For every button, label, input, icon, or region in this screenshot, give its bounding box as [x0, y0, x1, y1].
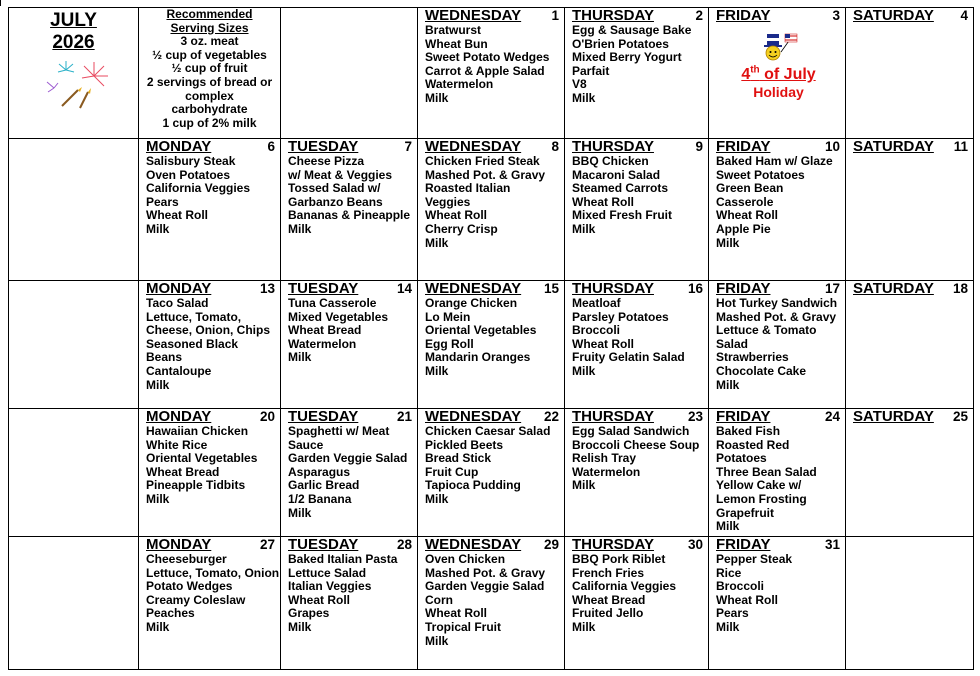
menu-item: Roasted Italian — [425, 181, 511, 196]
menu-item: Beans — [146, 350, 183, 365]
menu-item: Broccoli Cheese Soup — [572, 437, 700, 452]
menu-item: Sweet Potato Wedges — [425, 50, 550, 65]
menu-item: Lo Mein — [425, 309, 471, 324]
menu-item: Bread Stick — [425, 451, 492, 466]
menu-item: Cheese, Onion, Chips — [146, 323, 271, 338]
menu-item: Milk — [146, 221, 170, 236]
menu-item: Corn — [425, 592, 453, 607]
menu-item: Fruit Cup — [425, 464, 479, 479]
menu-item: Apple Pie — [716, 221, 771, 236]
menu-item: V8 — [572, 77, 587, 92]
day-number: 21 — [396, 409, 412, 424]
day-number: 27 — [259, 537, 275, 552]
menu-item: Parsley Potatoes — [572, 309, 669, 324]
day-cell-friday — [709, 537, 846, 670]
menu-item: Baked Italian Pasta — [288, 552, 398, 566]
day-name: TUESDAY — [288, 138, 359, 155]
menu-item: Milk — [572, 363, 596, 378]
day-number: 11 — [953, 139, 968, 154]
menu-item: Milk — [146, 377, 170, 392]
day-number: 16 — [687, 281, 703, 296]
week-row-2 — [9, 139, 974, 281]
menu-item: Milk — [288, 221, 312, 236]
menu-item: Egg Roll — [425, 336, 474, 351]
day-name: FRIDAY — [716, 408, 771, 425]
menu-item: Milk — [425, 90, 449, 105]
menu-item: 1/2 Banana — [288, 491, 352, 506]
menu-item: w/ Meat & Veggies — [288, 167, 393, 182]
blank-sunday-cell — [9, 537, 139, 670]
day-cell-thursday — [565, 537, 709, 670]
menu-item: Taco Salad — [146, 296, 209, 310]
day-cell-friday — [709, 281, 846, 409]
menu-item: Lemon Frosting — [716, 491, 807, 506]
menu-item: Creamy Coleslaw — [146, 592, 246, 607]
day-number: 28 — [396, 537, 412, 552]
menu-item: Italian Veggies — [288, 579, 372, 594]
day-number: 4 — [960, 8, 968, 23]
week-row-3 — [9, 281, 974, 409]
day-name: WEDNESDAY — [425, 408, 522, 425]
day-name: THURSDAY — [572, 536, 654, 553]
week-row-1 — [9, 8, 974, 139]
menu-item: Wheat Roll — [146, 208, 208, 223]
menu-item: Cheeseburger — [146, 552, 227, 566]
day-number: 30 — [687, 537, 703, 552]
blank-saturday-cell — [846, 537, 974, 670]
menu-item: Sweet Potatoes — [716, 167, 805, 182]
menu-item: Pepper Steak — [716, 552, 793, 566]
day-number: 29 — [543, 537, 559, 552]
menu-item: Cheese Pizza — [288, 154, 365, 168]
menu-item: Casserole — [716, 194, 774, 209]
day-name: FRIDAY — [716, 280, 771, 297]
menu-item: Lettuce, Tomato, Onion — [146, 565, 280, 580]
day-name: FRIDAY — [716, 138, 771, 155]
day-name: WEDNESDAY — [425, 138, 522, 155]
year-title: 2026 — [52, 32, 95, 53]
menu-item: Green Bean — [716, 181, 784, 196]
menu-item: Oven Potatoes — [146, 167, 231, 182]
menu-item: White Rice — [146, 437, 208, 452]
day-number: 10 — [824, 139, 840, 154]
day-name: THURSDAY — [572, 280, 654, 297]
menu-item: Pears — [716, 606, 749, 621]
day-cell-tuesday — [281, 537, 418, 670]
menu-item: Milk — [288, 350, 312, 365]
week-row-4 — [9, 409, 974, 537]
week-row-5 — [9, 537, 974, 670]
menu-item: Lettuce, Tomato, — [146, 309, 242, 324]
menu-item: Salisbury Steak — [146, 154, 236, 168]
menu-item: Carrot & Apple Salad — [425, 63, 545, 78]
menu-item: Orange Chicken — [425, 296, 518, 310]
fireworks-icon — [44, 58, 114, 110]
serving-sizes-cell — [139, 8, 281, 139]
day-number: 1 — [551, 8, 559, 23]
menu-item: Wheat Roll — [425, 208, 487, 223]
menu-item: Milk — [146, 619, 170, 634]
menu-item: Tossed Salad w/ — [288, 181, 381, 196]
day-number: 22 — [543, 409, 559, 424]
menu-item: Lettuce & Tomato — [716, 323, 817, 338]
day-cell-wednesday — [418, 139, 565, 281]
menu-item: Watermelon — [288, 336, 357, 351]
serving-line: complex — [185, 88, 234, 103]
menu-item: Sauce — [288, 437, 324, 452]
menu-item: Wheat Roll — [572, 336, 634, 351]
day-cell-saturday — [846, 281, 974, 409]
day-cell-saturday — [846, 409, 974, 537]
menu-item: Garbanzo Beans — [288, 194, 383, 209]
menu-item: Baked Ham w/ Glaze — [716, 154, 833, 168]
day-number: 17 — [824, 281, 840, 296]
menu-item: Garden Veggie Salad — [288, 451, 408, 466]
menu-item: Mixed Vegetables — [288, 309, 389, 324]
menu-item: Mixed Fresh Fruit — [572, 208, 673, 223]
day-name: MONDAY — [146, 536, 212, 553]
menu-item: Oven Chicken — [425, 552, 506, 566]
day-name: TUESDAY — [288, 536, 359, 553]
menu-item: Tapioca Pudding — [425, 478, 521, 493]
day-cell-friday — [709, 409, 846, 537]
day-number: 8 — [551, 139, 559, 154]
menu-item: Chicken Fried Steak — [425, 154, 540, 168]
menu-item: Rice — [716, 565, 742, 580]
menu-item: Milk — [572, 90, 596, 105]
day-name: MONDAY — [146, 408, 212, 425]
menu-item: Milk — [425, 491, 449, 506]
day-name: FRIDAY — [716, 7, 771, 24]
menu-item: Wheat Bread — [288, 323, 362, 338]
menu-item: Milk — [146, 491, 170, 506]
day-name: THURSDAY — [572, 408, 654, 425]
month-title: JULY — [50, 10, 97, 31]
day-number: 3 — [832, 8, 840, 23]
day-cell-wednesday — [418, 409, 565, 537]
day-number: 25 — [952, 409, 968, 424]
uncle-sam-hat-icon — [759, 32, 799, 62]
menu-item: Asparagus — [288, 464, 351, 479]
menu-item: Garden Veggie Salad — [425, 579, 545, 594]
menu-item: Chocolate Cake — [716, 363, 807, 378]
day-cell-monday — [139, 537, 281, 670]
menu-item: Baked Fish — [716, 424, 781, 438]
menu-item: Milk — [288, 505, 312, 520]
menu-item: Hawaiian Chicken — [146, 424, 249, 438]
menu-item: Mashed Pot. & Gravy — [716, 309, 837, 324]
day-number: 15 — [543, 281, 559, 296]
menu-item: Fruity Gelatin Salad — [572, 350, 685, 365]
menu-item: Milk — [572, 221, 596, 236]
serving-line: carbohydrate — [171, 102, 248, 117]
menu-item: Wheat Roll — [425, 606, 487, 621]
day-cell-monday — [139, 409, 281, 537]
menu-item: Relish Tray — [572, 451, 637, 466]
day-name: SATURDAY — [853, 280, 934, 297]
holiday-ordinal: 4 — [741, 66, 751, 83]
day-name: FRIDAY — [716, 536, 771, 553]
menu-item: Yellow Cake w/ — [716, 478, 802, 493]
day-cell-monday — [139, 281, 281, 409]
menu-item: Mixed Berry Yogurt — [572, 50, 682, 65]
day-cell-saturday — [846, 139, 974, 281]
day-cell-wednesday — [418, 537, 565, 670]
serving-title-1: Recommended — [166, 7, 253, 21]
empty-day-cell — [281, 8, 418, 139]
day-number: 31 — [824, 537, 840, 552]
month-title-cell — [9, 8, 139, 139]
menu-item: Tropical Fruit — [425, 619, 502, 634]
menu-item: Wheat Bread — [146, 464, 220, 479]
menu-item: Macaroni Salad — [572, 167, 661, 182]
menu-item: Tuna Casserole — [288, 296, 377, 310]
menu-item: Milk — [572, 478, 596, 493]
menu-item: Milk — [425, 235, 449, 250]
menu-item: Hot Turkey Sandwich — [716, 296, 838, 310]
day-number: 14 — [396, 281, 412, 296]
day-name: THURSDAY — [572, 138, 654, 155]
menu-item: Wheat Roll — [572, 194, 634, 209]
day-cell-friday-holiday — [709, 8, 846, 139]
menu-item: BBQ Pork Riblet — [572, 552, 666, 566]
holiday-ordinal-suffix: th — [750, 64, 760, 76]
page-corner-mark — [0, 0, 1, 6]
menu-item: Watermelon — [572, 464, 641, 479]
menu-item: Mashed Pot. & Gravy — [425, 167, 546, 182]
day-name: WEDNESDAY — [425, 7, 522, 24]
day-cell-tuesday — [281, 281, 418, 409]
menu-item: Wheat Bread — [572, 592, 646, 607]
blank-sunday-cell — [9, 409, 139, 537]
menu-item: Strawberries — [716, 350, 789, 365]
menu-item: Milk — [716, 377, 740, 392]
menu-item: Pineapple Tidbits — [146, 478, 246, 493]
menu-item: Pears — [146, 194, 179, 209]
menu-item: Seasoned Black — [146, 336, 239, 351]
day-number: 2 — [695, 8, 703, 23]
menu-item: Grapefruit — [716, 505, 775, 520]
menu-item: Mandarin Oranges — [425, 350, 531, 365]
day-number: 20 — [259, 409, 275, 424]
menu-item: Potatoes — [716, 451, 767, 466]
day-cell-tuesday — [281, 409, 418, 537]
menu-item: Oriental Vegetables — [425, 323, 537, 338]
menu-item: French Fries — [572, 565, 645, 580]
menu-item: Egg Salad Sandwich — [572, 424, 690, 438]
menu-item: Garlic Bread — [288, 478, 360, 493]
day-name: SATURDAY — [853, 408, 934, 425]
menu-item: Oriental Vegetables — [146, 451, 258, 466]
menu-item: Three Bean Salad — [716, 464, 817, 479]
menu-item: Potato Wedges — [146, 579, 233, 594]
menu-item: Wheat Bun — [425, 36, 488, 51]
menu-item: Peaches — [146, 606, 195, 621]
day-name: MONDAY — [146, 280, 212, 297]
day-cell-wednesday — [418, 8, 565, 139]
day-cell-wednesday — [418, 281, 565, 409]
serving-line: ½ cup of vegetables — [152, 47, 267, 62]
menu-item: Spaghetti w/ Meat — [288, 424, 390, 438]
serving-line: ½ cup of fruit — [171, 61, 248, 76]
menu-item: Lettuce Salad — [288, 565, 367, 580]
blank-sunday-cell — [9, 139, 139, 281]
serving-line: 3 oz. meat — [180, 34, 239, 49]
menu-item: Steamed Carrots — [572, 181, 669, 196]
day-cell-tuesday — [281, 139, 418, 281]
menu-item: Parfait — [572, 63, 610, 78]
day-name: WEDNESDAY — [425, 536, 522, 553]
serving-line: 2 servings of bread or — [146, 74, 273, 89]
day-name: SATURDAY — [853, 138, 934, 155]
menu-item: Broccoli — [716, 579, 765, 594]
menu-item: Veggies — [425, 194, 471, 209]
menu-item: Cherry Crisp — [425, 221, 498, 236]
menu-item: Wheat Roll — [716, 208, 778, 223]
menu-item: Roasted Red — [716, 437, 790, 452]
day-cell-thursday — [565, 8, 709, 139]
menu-item: BBQ Chicken — [572, 154, 649, 168]
day-cell-thursday — [565, 281, 709, 409]
menu-calendar — [8, 7, 974, 670]
menu-item: Milk — [572, 619, 596, 634]
menu-item: Milk — [716, 235, 740, 250]
day-name: MONDAY — [146, 138, 212, 155]
day-cell-thursday — [565, 409, 709, 537]
day-cell-thursday — [565, 139, 709, 281]
day-name: THURSDAY — [572, 7, 654, 24]
serving-title-2: Serving Sizes — [170, 20, 249, 35]
menu-item: Milk — [425, 633, 449, 648]
menu-item: Grapes — [288, 606, 330, 621]
menu-item: Milk — [716, 619, 740, 634]
blank-sunday-cell — [9, 281, 139, 409]
menu-item: Wheat Roll — [716, 592, 778, 607]
day-number: 6 — [267, 139, 275, 154]
menu-item: Milk — [288, 619, 312, 634]
day-name: WEDNESDAY — [425, 280, 522, 297]
day-cell-monday — [139, 139, 281, 281]
holiday-text: Holiday — [753, 84, 804, 100]
menu-item: California Veggies — [146, 181, 251, 196]
day-number: 24 — [824, 409, 840, 424]
menu-item: Bananas & Pineapple — [288, 208, 411, 223]
holiday-of-july: of July — [759, 66, 816, 83]
menu-item: Broccoli — [572, 323, 621, 338]
menu-item: O'Brien Potatoes — [572, 36, 669, 51]
day-cell-saturday — [846, 8, 974, 139]
menu-item: Meatloaf — [572, 296, 621, 310]
menu-item: Fruited Jello — [572, 606, 644, 621]
day-name: TUESDAY — [288, 408, 359, 425]
day-number: 7 — [404, 139, 412, 154]
menu-item: Watermelon — [425, 77, 494, 92]
day-name: TUESDAY — [288, 280, 359, 297]
menu-item: Salad — [716, 336, 749, 351]
day-number: 18 — [952, 281, 968, 296]
day-number: 13 — [259, 281, 275, 296]
day-name: SATURDAY — [853, 7, 934, 24]
menu-item: Bratwurst — [425, 23, 482, 37]
day-number: 23 — [687, 409, 703, 424]
holiday-label — [716, 66, 841, 100]
menu-item: Pickled Beets — [425, 437, 504, 452]
menu-item: Milk — [716, 519, 740, 534]
menu-item: Mashed Pot. & Gravy — [425, 565, 546, 580]
menu-item: Chicken Caesar Salad — [425, 424, 551, 438]
menu-item: Egg & Sausage Bake — [572, 23, 692, 37]
menu-item: Wheat Roll — [288, 592, 350, 607]
day-number: 9 — [695, 139, 703, 154]
menu-item: Cantaloupe — [146, 363, 212, 378]
day-cell-friday — [709, 139, 846, 281]
serving-line: 1 cup of 2% milk — [162, 115, 257, 130]
menu-item: California Veggies — [572, 579, 677, 594]
menu-item: Milk — [425, 363, 449, 378]
